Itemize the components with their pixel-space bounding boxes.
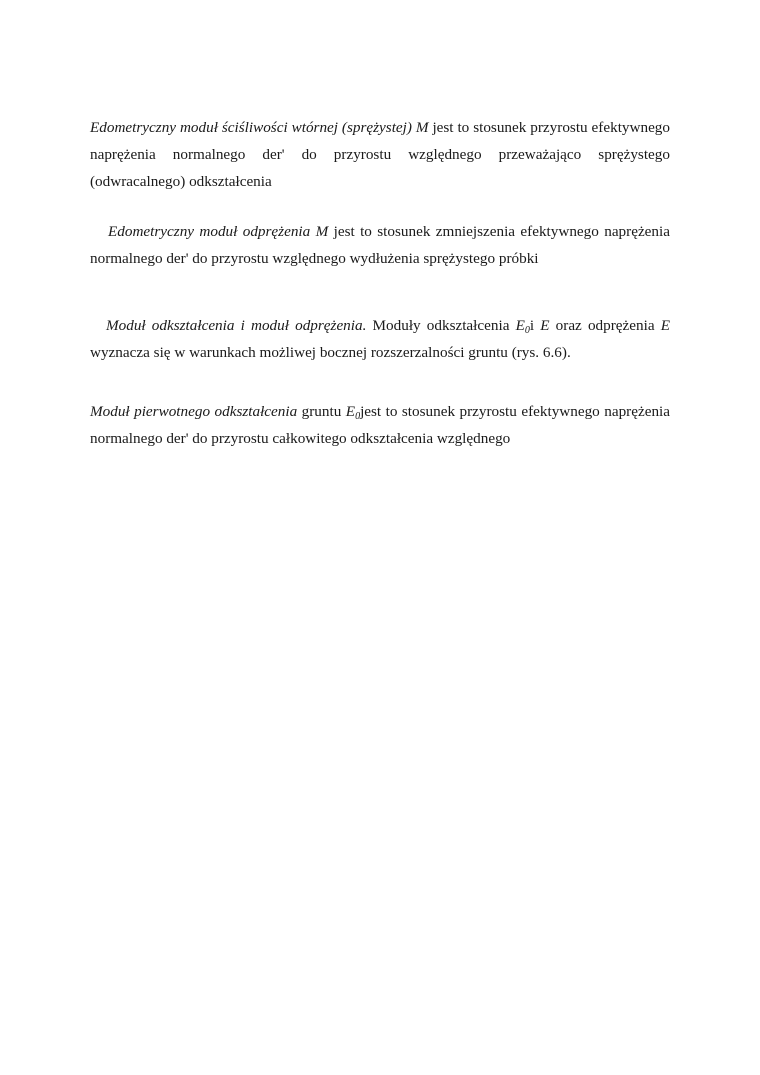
subscript-zero: 0 (524, 325, 530, 336)
symbol-e0: $E_0$ (515, 317, 530, 336)
subscript-zero: 0 (355, 411, 361, 422)
paragraph-edometric-unloading-modulus (90, 218, 670, 272)
paragraph-text: jest to stosunek przyrostu efektywnego naprężenia normalnego der' do przyrostu względnego przeważająco sprężystego (odwracalnego) odkształcenia (90, 119, 670, 190)
paragraph-edometric-secondary-modulus (90, 114, 670, 195)
paragraph-text: wyznacza się w warunkach możliwej bocznej rozszerzalności gruntu (rys. 6.6). (90, 344, 571, 361)
term-italic: Moduł pierwotnego odkształcenia (90, 403, 298, 420)
paragraph-text: oraz odprężenia (549, 317, 661, 334)
paragraph-text: jest to stosunek przyrostu efektywnego naprężenia normalnego der' do przyrostu całkowitego odkształcenia względnego (90, 403, 671, 447)
paragraph-deformation-modulus (90, 312, 670, 366)
paragraph-text: gruntu (297, 403, 346, 420)
symbol-e: E (660, 317, 670, 334)
term-italic: Edometryczny moduł ściśliwości wtórnej (sprężystej) M (90, 119, 429, 136)
term-italic: Edometryczny moduł odprężenia M (108, 223, 329, 240)
paragraph-primary-deformation-modulus (90, 398, 670, 452)
term-italic: Moduł odkształcenia i moduł odprężenia. (106, 317, 367, 334)
symbol-e0: $E_0$ (345, 403, 361, 422)
symbol-e: E (540, 317, 550, 334)
paragraph-text: i (529, 317, 541, 334)
paragraph-text: jest to stosunek zmniejszenia efektywnego naprężenia normalnego der' do przyrostu względnego wydłużenia sprężystego próbki (90, 223, 670, 267)
paragraph-text: Moduły odkształcenia (366, 317, 516, 334)
